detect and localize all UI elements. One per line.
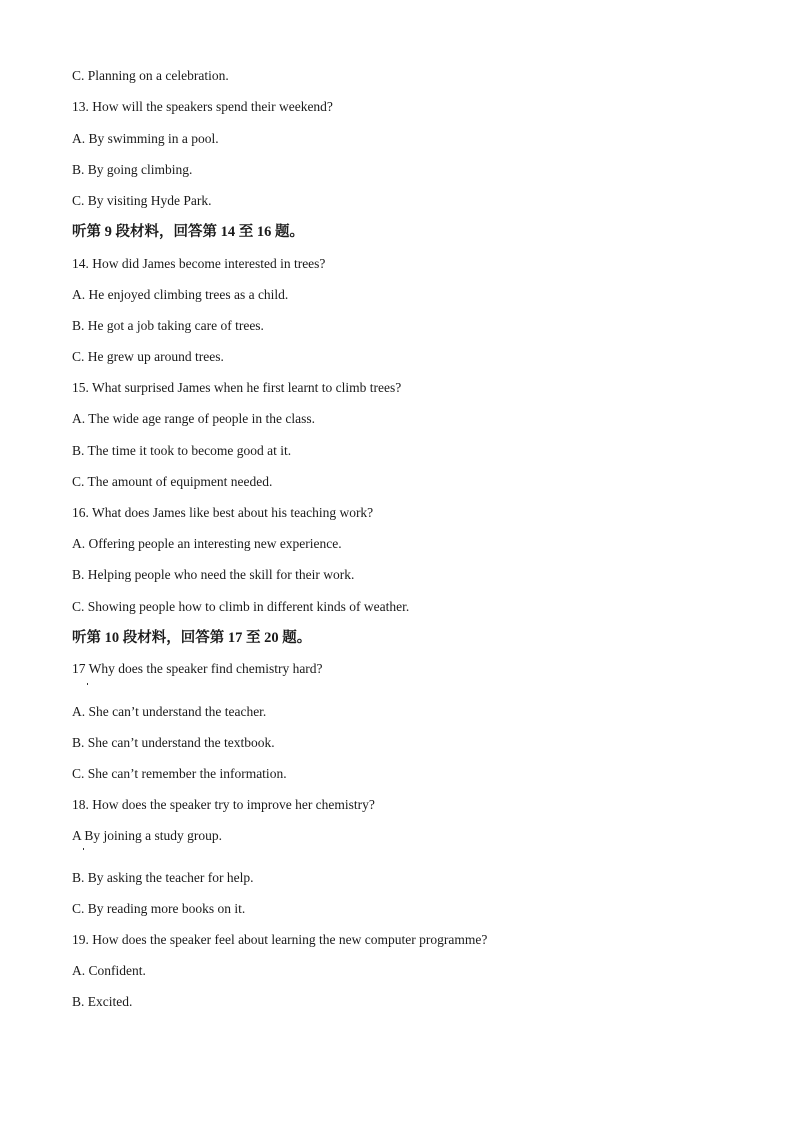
section-heading-10: 听第 10 段材料，回答第 17 至 20 题。 xyxy=(72,630,312,646)
option-12c: C. Planning on a celebration. xyxy=(72,68,229,83)
option-14b: B. He got a job taking care of trees. xyxy=(72,318,264,333)
option-16a: A. Offering people an interesting new experience. xyxy=(72,536,342,551)
option-16b: B. Helping people who need the skill for their work. xyxy=(72,567,355,582)
option-18b: B. By asking the teacher for help. xyxy=(72,870,254,885)
option-19b: B. Excited. xyxy=(72,994,133,1009)
option-16c: C. Showing people how to climb in different kinds of weather. xyxy=(72,599,410,614)
option-19a: A. Confident. xyxy=(72,963,146,978)
question-18: 18. How does the speaker try to improve her chemistry? xyxy=(72,797,375,812)
option-18a: A By joining a study group. xyxy=(72,828,223,843)
option-15c: C. The amount of equipment needed. xyxy=(72,474,273,489)
option-14a: A. He enjoyed climbing trees as a child. xyxy=(72,287,289,302)
question-15: 15. What surprised James when he first learnt to climb trees? xyxy=(72,380,402,395)
option-14c: C. He grew up around trees. xyxy=(72,349,224,364)
option-17a: A. She can’t understand the teacher. xyxy=(72,704,267,719)
option-13c: C. By visiting Hyde Park. xyxy=(72,193,212,208)
option-15b: B. The time it took to become good at it. xyxy=(72,443,292,458)
question-17: 17 Why does the speaker find chemistry hard? xyxy=(72,661,323,676)
option-13a: A. By swimming in a pool. xyxy=(72,131,219,146)
question-14: 14. How did James become interested in trees? xyxy=(72,256,326,271)
question-16: 16. What does James like best about his teaching work? xyxy=(72,505,374,520)
option-17b: B. She can’t understand the textbook. xyxy=(72,735,275,750)
question-13: 13. How will the speakers spend their weekend? xyxy=(72,99,333,114)
option-18c: C. By reading more books on it. xyxy=(72,901,246,916)
option-15a: A. The wide age range of people in the class. xyxy=(72,411,316,426)
option-13b: B. By going climbing. xyxy=(72,162,193,177)
section-heading-9: 听第 9 段材料，回答第 14 至 16 题。 xyxy=(72,224,304,240)
question-19: 19. How does the speaker feel about learning the new computer programme? xyxy=(72,932,488,947)
stray-mark xyxy=(87,683,88,685)
stray-mark xyxy=(83,848,84,850)
option-17c: C. She can’t remember the information. xyxy=(72,766,287,781)
